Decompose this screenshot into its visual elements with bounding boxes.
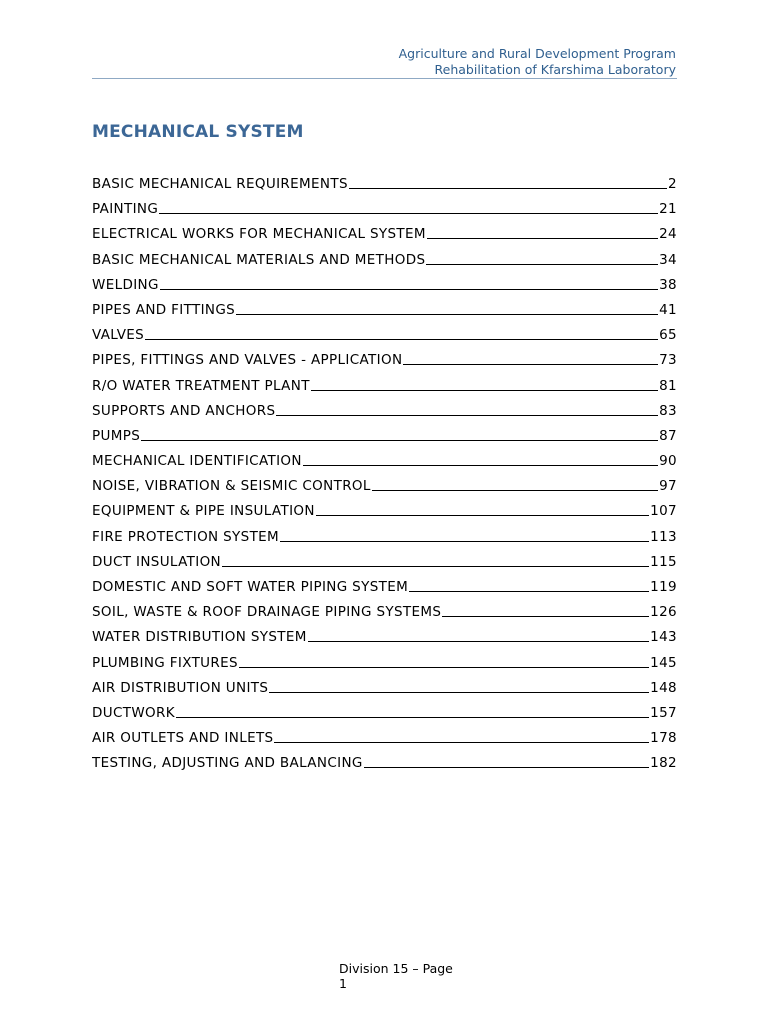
toc-entry[interactable]	[92, 352, 677, 377]
toc-leader-line	[311, 390, 658, 391]
toc-entry[interactable]	[92, 579, 677, 604]
toc-leader-line	[372, 490, 658, 491]
section-title: MECHANICAL SYSTEM	[92, 122, 304, 142]
toc-entry-label: ELECTRICAL WORKS FOR MECHANICAL SYSTEM	[92, 226, 426, 243]
toc-leader-line	[239, 667, 649, 668]
toc-entry-label: PIPES, FITTINGS AND VALVES - APPLICATION	[92, 352, 403, 369]
toc-entry-page-number: 126	[650, 604, 677, 621]
toc-entry[interactable]	[92, 655, 677, 680]
toc-leader-line	[303, 465, 658, 466]
toc-entry[interactable]	[92, 529, 677, 554]
toc-entry-label: AIR DISTRIBUTION UNITS	[92, 679, 269, 696]
toc-entry[interactable]	[92, 226, 677, 251]
toc-entry-label: PIPES AND FITTINGS	[92, 301, 236, 318]
toc-entry-page-number: 34	[659, 251, 677, 268]
toc-entry[interactable]	[92, 453, 677, 478]
toc-entry-page-number: 115	[650, 553, 677, 570]
toc-entry[interactable]	[92, 327, 677, 352]
page-header	[399, 46, 676, 77]
toc-entry-page-number: 178	[650, 730, 677, 747]
toc-entry-page-number: 182	[650, 755, 677, 772]
toc-entry[interactable]	[92, 503, 677, 528]
toc-entry[interactable]	[92, 378, 677, 403]
toc-entry-page-number: 81	[659, 377, 677, 394]
toc-leader-line	[141, 440, 658, 441]
toc-entry[interactable]	[92, 705, 677, 730]
toc-entry[interactable]	[92, 604, 677, 629]
header-divider	[92, 78, 677, 79]
toc-entry-page-number: 90	[659, 453, 677, 470]
toc-entry-label: R/O WATER TREATMENT PLANT	[92, 377, 310, 394]
toc-entry-page-number: 65	[659, 327, 677, 344]
toc-leader-line	[403, 364, 658, 365]
toc-entry-label: BASIC MECHANICAL REQUIREMENTS	[92, 176, 348, 192]
toc-entry[interactable]	[92, 201, 677, 226]
toc-leader-line	[276, 415, 658, 416]
toc-leader-line	[236, 314, 658, 315]
toc-entry[interactable]	[92, 252, 677, 277]
toc-entry-label: DOMESTIC AND SOFT WATER PIPING SYSTEM	[92, 579, 409, 595]
header-project-name: Rehabilitation of Kfarshima Laboratory	[434, 61, 676, 77]
toc-entry-label: AIR OUTLETS AND INLETS	[92, 730, 274, 747]
toc-entry-page-number: 83	[659, 402, 677, 419]
toc-leader-line	[159, 213, 658, 214]
toc-leader-line	[349, 188, 667, 189]
toc-entry-page-number: 21	[659, 201, 677, 218]
toc-entry-page-number: 38	[659, 276, 677, 293]
toc-entry-label: PUMPS	[92, 427, 141, 444]
toc-entry[interactable]	[92, 680, 677, 705]
toc-entry-page-number: 113	[650, 528, 677, 545]
toc-entry-page-number: 148	[650, 679, 677, 696]
toc-leader-line	[274, 742, 649, 743]
footer-page-number: 1	[339, 975, 347, 991]
toc-entry-page-number: 157	[650, 704, 677, 721]
toc-entry-page-number: 87	[659, 427, 677, 444]
toc-entry-label: BASIC MECHANICAL MATERIALS AND METHODS	[92, 251, 426, 268]
toc-entry-label: FIRE PROTECTION SYSTEM	[92, 528, 280, 545]
toc-entry[interactable]	[92, 629, 677, 654]
toc-entry-label: VALVES	[92, 327, 145, 344]
toc-leader-line	[442, 616, 649, 617]
toc-leader-line	[308, 641, 649, 642]
toc-entry-label: MECHANICAL IDENTIFICATION	[92, 453, 302, 470]
toc-entry-page-number: 73	[659, 352, 677, 369]
toc-entry[interactable]	[92, 302, 677, 327]
page-footer	[339, 962, 469, 991]
table-of-contents	[92, 176, 677, 781]
toc-entry[interactable]	[92, 478, 677, 503]
toc-entry[interactable]	[92, 403, 677, 428]
toc-leader-line	[280, 541, 649, 542]
toc-entry-page-number: 41	[659, 301, 677, 318]
toc-entry-label: WATER DISTRIBUTION SYSTEM	[92, 629, 307, 646]
toc-leader-line	[145, 339, 658, 340]
toc-leader-line	[222, 566, 649, 567]
toc-entry[interactable]	[92, 755, 677, 780]
toc-leader-line	[176, 717, 649, 718]
toc-leader-line	[427, 238, 658, 239]
toc-entry-label: PLUMBING FIXTURES	[92, 654, 238, 671]
toc-entry-label: SOIL, WASTE & ROOF DRAINAGE PIPING SYSTEMS	[92, 604, 442, 621]
toc-entry-label: NOISE, VIBRATION & SEISMIC CONTROL	[92, 478, 371, 495]
toc-entry-page-number: 24	[659, 226, 677, 243]
toc-entry-page-number: 97	[659, 478, 677, 495]
toc-leader-line	[316, 515, 649, 516]
toc-entry-page-number: 145	[650, 654, 677, 671]
toc-entry[interactable]	[92, 554, 677, 579]
toc-entry-page-number: 2	[668, 176, 677, 192]
toc-entry-label: DUCT INSULATION	[92, 553, 221, 570]
toc-entry-label: DUCTWORK	[92, 704, 175, 721]
toc-leader-line	[409, 591, 649, 592]
toc-entry-label: SUPPORTS AND ANCHORS	[92, 402, 276, 419]
toc-leader-line	[160, 289, 658, 290]
toc-entry-page-number: 119	[650, 579, 677, 595]
toc-entry[interactable]	[92, 730, 677, 755]
toc-entry-label: EQUIPMENT & PIPE INSULATION	[92, 503, 315, 520]
toc-entry-page-number: 107	[650, 503, 677, 520]
toc-entry-label: PAINTING	[92, 201, 159, 218]
toc-entry-page-number: 143	[650, 629, 677, 646]
toc-leader-line	[426, 264, 658, 265]
toc-entry[interactable]	[92, 428, 677, 453]
toc-entry[interactable]	[92, 277, 677, 302]
toc-entry[interactable]	[92, 176, 677, 201]
footer-division-page: Division 15 – Page	[339, 961, 453, 976]
toc-entry-label: TESTING, ADJUSTING AND BALANCING	[92, 755, 363, 772]
toc-entry-label: WELDING	[92, 276, 159, 293]
toc-leader-line	[364, 767, 649, 768]
toc-leader-line	[269, 692, 649, 693]
header-program-name: Agriculture and Rural Development Program	[398, 46, 676, 61]
